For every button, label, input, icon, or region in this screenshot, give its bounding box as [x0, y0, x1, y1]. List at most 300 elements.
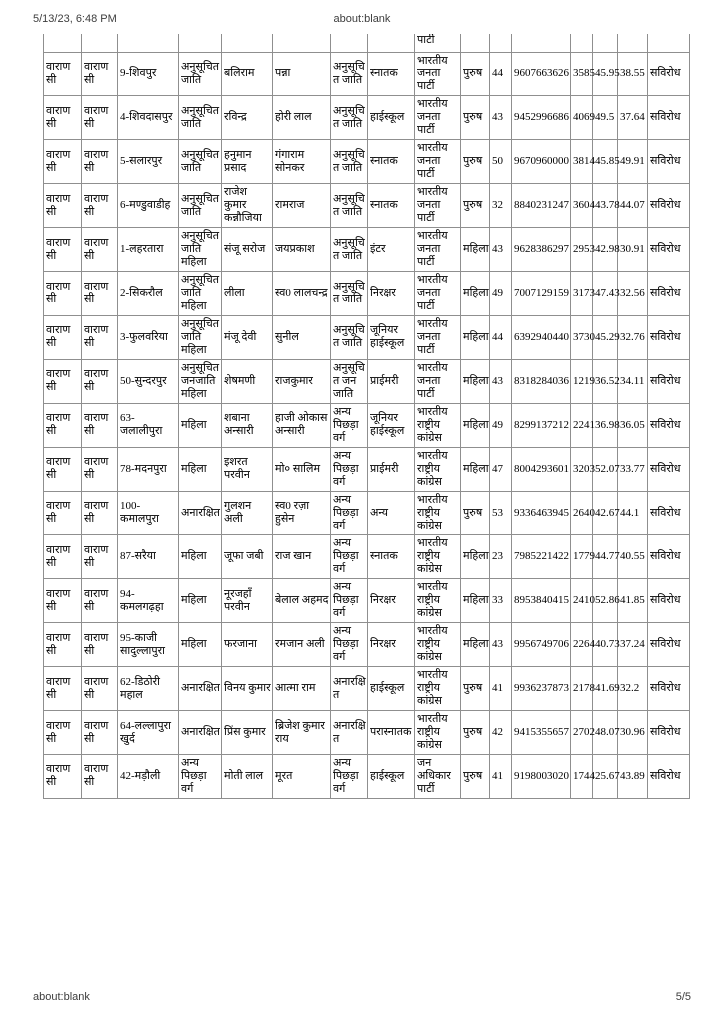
table-cell: ब्रिजेश कुमार राय — [273, 711, 331, 755]
table-cell: सविरोध — [648, 140, 690, 184]
table-cell: 43.89 — [618, 755, 648, 799]
table-cell: महिला — [461, 359, 490, 403]
table-cell: भारतीय जनता पार्टी — [415, 140, 461, 184]
table-cell: वाराणसी — [44, 623, 82, 667]
table-cell: अन्य पिछड़ा वर्ग — [331, 755, 368, 799]
table-cell: 44.77 — [593, 535, 618, 579]
table-cell: 5-सलारपुर — [118, 140, 179, 184]
table-cell: अनुसूचित जाति — [331, 315, 368, 359]
table-cell: स्व0 रज़ा हुसेन — [273, 491, 331, 535]
table-cell: वाराणसी — [82, 755, 118, 799]
table-cell: 2640 — [571, 491, 593, 535]
table-cell: अन्य पिछड़ा वर्ग — [331, 623, 368, 667]
table-cell: सविरोध — [648, 272, 690, 316]
table-cell: 2178 — [571, 667, 593, 711]
table-cell: महिला — [179, 579, 222, 623]
table-cell: 8318284036 — [512, 359, 571, 403]
table-cell: इंटर — [368, 228, 415, 272]
table-cell: पुरुष — [461, 491, 490, 535]
table-cell: भारतीय जनता पार्टी — [415, 96, 461, 140]
table-cell: 43 — [490, 359, 512, 403]
table-cell: 50 — [490, 140, 512, 184]
table-cell: भारतीय राष्ट्रीय कांग्रेस — [415, 711, 461, 755]
table-cell: राजेश कुमार कन्नौजिया — [222, 184, 273, 228]
table-cell: महिला — [461, 228, 490, 272]
table-cell: भारतीय राष्ट्रीय कांग्रेस — [415, 579, 461, 623]
table-cell: सविरोध — [648, 184, 690, 228]
footer-url: about:blank — [33, 991, 90, 1003]
table-cell: 44.1 — [618, 491, 648, 535]
table-cell: 33.77 — [618, 447, 648, 491]
table-cell: 3203 — [571, 447, 593, 491]
table-cell: 7985221422 — [512, 535, 571, 579]
table-cell: 40.55 — [618, 535, 648, 579]
table-cell — [118, 34, 179, 52]
table-cell: वाराणसी — [44, 228, 82, 272]
table-cell: वाराणसी — [44, 447, 82, 491]
table-cell: महिला — [179, 447, 222, 491]
table-cell: 9-शिवपुर — [118, 52, 179, 96]
table-cell: मोती लाल — [222, 755, 273, 799]
table-cell: निरक्षर — [368, 579, 415, 623]
table-row — [44, 667, 690, 711]
table-cell: अनुसूचित जाति — [331, 140, 368, 184]
table-cell: वाराणसी — [82, 623, 118, 667]
table-cell: वाराणसी — [44, 184, 82, 228]
table-cell: महिला — [461, 315, 490, 359]
table-cell — [331, 34, 368, 52]
table-row — [44, 272, 690, 316]
table-cell: अनारक्षित — [179, 491, 222, 535]
table-cell: पुरुष — [461, 184, 490, 228]
table-cell: सविरोध — [648, 403, 690, 447]
table-cell: अनुसूचित जाति — [331, 96, 368, 140]
footer-page-number: 5/5 — [675, 991, 691, 1003]
table-cell: महिला — [461, 579, 490, 623]
table-cell: सविरोध — [648, 667, 690, 711]
table-cell: 44 — [490, 315, 512, 359]
table-cell: फरजाना — [222, 623, 273, 667]
table-cell: जूफा जबी — [222, 535, 273, 579]
table-cell: वाराणसी — [44, 403, 82, 447]
table-cell: भारतीय राष्ट्रीय कांग्रेस — [415, 667, 461, 711]
table-cell: हाईस्कूल — [368, 667, 415, 711]
table-cell: 38.55 — [618, 52, 648, 96]
table-cell: 49 — [490, 272, 512, 316]
table-cell — [571, 34, 593, 52]
table-cell: 9336463945 — [512, 491, 571, 535]
table-cell: जन अधिकार पार्टी — [415, 755, 461, 799]
table-cell — [44, 34, 82, 52]
table-cell: 52.86 — [593, 579, 618, 623]
table-cell: 87-सरैया — [118, 535, 179, 579]
table-row — [44, 579, 690, 623]
table-cell: हाईस्कूल — [368, 96, 415, 140]
table-cell: पुरुष — [461, 52, 490, 96]
table-cell: वाराणसी — [44, 272, 82, 316]
table-cell — [368, 34, 415, 52]
table-cell: 1-लहरतारा — [118, 228, 179, 272]
table-cell: महिला — [461, 272, 490, 316]
table-cell: 45.95 — [593, 52, 618, 96]
table-cell: महिला — [461, 403, 490, 447]
table-cell: अनुसूचित जनजाति महिला — [179, 359, 222, 403]
table-cell: महिला — [461, 447, 490, 491]
table-cell: वाराणसी — [82, 228, 118, 272]
print-header — [0, 13, 724, 29]
table-cell: 7007129159 — [512, 272, 571, 316]
carryover-row — [44, 34, 690, 52]
table-cell: 2264 — [571, 623, 593, 667]
table-cell: आत्मा राम — [273, 667, 331, 711]
table-cell: सविरोध — [648, 491, 690, 535]
table-cell: 43 — [490, 623, 512, 667]
table-row — [44, 447, 690, 491]
table-cell: 36.52 — [593, 359, 618, 403]
table-cell: अनुसूचित जाति — [331, 272, 368, 316]
table-row — [44, 535, 690, 579]
table-cell: 9607663626 — [512, 52, 571, 96]
table-cell: अन्य — [368, 491, 415, 535]
table-cell: 9670960000 — [512, 140, 571, 184]
table-row — [44, 184, 690, 228]
table-cell: भारतीय जनता पार्टी — [415, 359, 461, 403]
table-cell: प्राईमरी — [368, 359, 415, 403]
table-cell: 36.98 — [593, 403, 618, 447]
table-row — [44, 623, 690, 667]
table-cell: सविरोध — [648, 52, 690, 96]
table-cell: 100-कमालपुरा — [118, 491, 179, 535]
table-cell: रविन्द्र — [222, 96, 273, 140]
print-title: about:blank — [333, 13, 391, 25]
table-cell — [461, 34, 490, 52]
table-cell: 40.73 — [593, 623, 618, 667]
table-cell: सविरोध — [648, 315, 690, 359]
table-cell: वाराणसी — [82, 315, 118, 359]
table-cell: वाराणसी — [44, 755, 82, 799]
table-row — [44, 315, 690, 359]
table-cell: 43 — [490, 228, 512, 272]
table-cell: सविरोध — [648, 228, 690, 272]
table-cell: सविरोध — [648, 755, 690, 799]
table-cell: जूनियर हाईस्कूल — [368, 315, 415, 359]
table-cell: वाराणसी — [82, 140, 118, 184]
table-cell: 49.91 — [618, 140, 648, 184]
table-cell: भारतीय राष्ट्रीय कांग्रेस — [415, 535, 461, 579]
table-cell: 43.78 — [593, 184, 618, 228]
table-cell — [179, 34, 222, 52]
table-cell: 3585 — [571, 52, 593, 96]
table-cell: स्नातक — [368, 184, 415, 228]
table-cell: 45.85 — [593, 140, 618, 184]
table-cell: अनारक्षित — [179, 667, 222, 711]
table-cell: सविरोध — [648, 359, 690, 403]
table-row — [44, 711, 690, 755]
table-cell: बेलाल अहमद — [273, 579, 331, 623]
table-cell: 9452996686 — [512, 96, 571, 140]
table-cell: भारतीय राष्ट्रीय कांग्रेस — [415, 447, 461, 491]
table-cell: 63-जलालीपुरा — [118, 403, 179, 447]
print-datetime: 5/13/23, 6:48 PM — [33, 13, 117, 25]
table-cell: सविरोध — [648, 96, 690, 140]
table-cell: वाराणसी — [44, 359, 82, 403]
table-cell: होरी लाल — [273, 96, 331, 140]
table-cell: वाराणसी — [44, 96, 82, 140]
table-cell: 4-शिवदासपुर — [118, 96, 179, 140]
table-cell: वाराणसी — [82, 711, 118, 755]
table-cell: 23 — [490, 535, 512, 579]
table-cell: महिला — [179, 535, 222, 579]
table-cell: 30.91 — [618, 228, 648, 272]
table-cell: 30.96 — [618, 711, 648, 755]
table-cell: प्रिंस कुमार — [222, 711, 273, 755]
table-cell: अन्य पिछड़ा वर्ग — [331, 491, 368, 535]
table-cell: वाराणसी — [82, 359, 118, 403]
table-cell: 33 — [490, 579, 512, 623]
table-cell: 8299137212 — [512, 403, 571, 447]
table-cell: परास्नातक — [368, 711, 415, 755]
table-cell: हाजी ओकास अन्सारी — [273, 403, 331, 447]
table-cell — [618, 34, 648, 52]
table-cell: पुरुष — [461, 140, 490, 184]
table-cell: 37.64 — [618, 96, 648, 140]
table-cell: वाराणसी — [82, 96, 118, 140]
table-cell: 41 — [490, 667, 512, 711]
table-cell: वाराणसी — [82, 491, 118, 535]
table-row — [44, 228, 690, 272]
table-cell: 52.07 — [593, 447, 618, 491]
table-cell: 6-मण्डुवाडीह — [118, 184, 179, 228]
table-cell: अनुसूचित जाति — [331, 184, 368, 228]
table-cell: सविरोध — [648, 447, 690, 491]
table-cell: 2953 — [571, 228, 593, 272]
table-cell: रामराज — [273, 184, 331, 228]
table-row — [44, 491, 690, 535]
table-cell: 9415355657 — [512, 711, 571, 755]
table-cell — [512, 34, 571, 52]
table-cell: हाईस्कूल — [368, 755, 415, 799]
table-cell: 49.5 — [593, 96, 618, 140]
table-cell: राजकुमार — [273, 359, 331, 403]
table-cell: 8840231247 — [512, 184, 571, 228]
table-cell: 3730 — [571, 315, 593, 359]
table-cell: अनुसूचित जाति — [179, 96, 222, 140]
table-cell: 62-डिठोरी महाल — [118, 667, 179, 711]
table-cell: अनुसूचित जाति — [331, 228, 368, 272]
table-cell — [593, 34, 618, 52]
table-cell: वाराणसी — [44, 315, 82, 359]
table-cell: वाराणसी — [82, 403, 118, 447]
table-cell: वाराणसी — [44, 579, 82, 623]
table-cell: स्नातक — [368, 140, 415, 184]
table-cell: शबाना अन्सारी — [222, 403, 273, 447]
table-row — [44, 96, 690, 140]
table-cell: मंजू देवी — [222, 315, 273, 359]
table-cell: वाराणसी — [44, 52, 82, 96]
table-cell: 42.98 — [593, 228, 618, 272]
table-cell: जूनियर हाईस्कूल — [368, 403, 415, 447]
table-cell: भारतीय जनता पार्टी — [415, 315, 461, 359]
table-cell: निरक्षर — [368, 272, 415, 316]
table-cell: 34.11 — [618, 359, 648, 403]
table-cell: अनुसूचित जाति महिला — [179, 272, 222, 316]
table-cell: 36.05 — [618, 403, 648, 447]
table-cell: वाराणसी — [82, 272, 118, 316]
table-cell: अनुसूचित जाति — [179, 184, 222, 228]
table-cell: वाराणसी — [44, 667, 82, 711]
table-cell: अनारक्षित — [179, 711, 222, 755]
table-cell: महिला — [461, 535, 490, 579]
table-cell: प्राईमरी — [368, 447, 415, 491]
table-row — [44, 755, 690, 799]
table-cell: सविरोध — [648, 711, 690, 755]
table-cell: नूरजहाँ परवीन — [222, 579, 273, 623]
table-cell: पुरुष — [461, 667, 490, 711]
table-cell: वाराणसी — [82, 52, 118, 96]
table-cell: रमजान अली — [273, 623, 331, 667]
table-cell: अनुसूचित जाति — [179, 52, 222, 96]
table-cell: 2-सिकरौल — [118, 272, 179, 316]
table-cell: 78-मदनपुरा — [118, 447, 179, 491]
table-cell — [82, 34, 118, 52]
table-cell — [222, 34, 273, 52]
table-cell: 32.2 — [618, 667, 648, 711]
table-cell: वाराणसी — [44, 140, 82, 184]
table-cell: वाराणसी — [82, 579, 118, 623]
table-row — [44, 52, 690, 96]
table-cell: 32.56 — [618, 272, 648, 316]
table-cell: हनुमान प्रसाद — [222, 140, 273, 184]
table-cell: वाराणसी — [82, 447, 118, 491]
table-cell: 1219 — [571, 359, 593, 403]
table-cell: 4069 — [571, 96, 593, 140]
table-cell: इशरत परवीन — [222, 447, 273, 491]
table-cell: स्नातक — [368, 52, 415, 96]
table-cell: अनुसूचित जन जाति — [331, 359, 368, 403]
table-body — [44, 34, 690, 798]
table-cell: लीला — [222, 272, 273, 316]
table-cell: वाराणसी — [44, 491, 82, 535]
table-cell: 9628386297 — [512, 228, 571, 272]
table-cell: अनुसूचित जाति महिला — [179, 228, 222, 272]
table-cell: 2410 — [571, 579, 593, 623]
table-cell: 45.29 — [593, 315, 618, 359]
table-cell — [490, 34, 512, 52]
table-cell: वाराणसी — [82, 535, 118, 579]
table-cell: भारतीय राष्ट्रीय कांग्रेस — [415, 491, 461, 535]
table-cell: 95-काजी सादुल्लापुरा — [118, 623, 179, 667]
table-cell: राज खान — [273, 535, 331, 579]
table-cell: शेषमणी — [222, 359, 273, 403]
table-cell: 44.07 — [618, 184, 648, 228]
table-cell: 1744 — [571, 755, 593, 799]
table-cell: संजू सरोज — [222, 228, 273, 272]
table-cell: महिला — [179, 623, 222, 667]
table-cell: गुलशन अली — [222, 491, 273, 535]
table-cell: 42.67 — [593, 491, 618, 535]
table-cell: अन्य पिछड़ा वर्ग — [179, 755, 222, 799]
table-cell — [273, 34, 331, 52]
table-cell: जयप्रकाश — [273, 228, 331, 272]
table-cell: 3604 — [571, 184, 593, 228]
table-cell: 42 — [490, 711, 512, 755]
table-cell: अन्य पिछड़ा वर्ग — [331, 447, 368, 491]
table-row — [44, 403, 690, 447]
table-cell: महिला — [179, 403, 222, 447]
table-cell: अन्य पिछड़ा वर्ग — [331, 403, 368, 447]
table-cell: वाराणसी — [82, 184, 118, 228]
table-cell: 50-सुन्दरपुर — [118, 359, 179, 403]
table-cell: वाराणसी — [44, 535, 82, 579]
table-cell: 2241 — [571, 403, 593, 447]
table-cell: 1779 — [571, 535, 593, 579]
table-cell: भारतीय जनता पार्टी — [415, 52, 461, 96]
table-cell: महिला — [461, 623, 490, 667]
table-cell: अनारक्षित — [331, 667, 368, 711]
table-cell: 94-कमलगढ़हा — [118, 579, 179, 623]
table-cell: 8953840415 — [512, 579, 571, 623]
table-cell: अनुसूचित जाति — [331, 52, 368, 96]
table-cell: भारतीय जनता पार्टी — [415, 184, 461, 228]
table-cell: 42-मड़ौली — [118, 755, 179, 799]
table-cell: पुरुष — [461, 96, 490, 140]
table-cell: 32.76 — [618, 315, 648, 359]
table-cell: 8004293601 — [512, 447, 571, 491]
table-cell — [648, 34, 690, 52]
table-cell: अनुसूचित जाति — [179, 140, 222, 184]
table-cell: मो० सालिम — [273, 447, 331, 491]
table-cell: वाराणसी — [82, 667, 118, 711]
table-cell: 41.69 — [593, 667, 618, 711]
table-cell: स्नातक — [368, 535, 415, 579]
table-cell: पुरुष — [461, 711, 490, 755]
table-cell: 37.24 — [618, 623, 648, 667]
table-cell: वाराणसी — [44, 711, 82, 755]
table-cell: सविरोध — [648, 623, 690, 667]
candidates-table — [43, 34, 690, 799]
table-cell: सविरोध — [648, 579, 690, 623]
table-cell: 3173 — [571, 272, 593, 316]
table-cell: अनुसूचित जाति महिला — [179, 315, 222, 359]
table-cell: विनय कुमार — [222, 667, 273, 711]
table-cell: पुरुष — [461, 755, 490, 799]
table-cell: सुनील — [273, 315, 331, 359]
table-cell: 43 — [490, 96, 512, 140]
table-cell: 9956749706 — [512, 623, 571, 667]
table-cell: भारतीय राष्ट्रीय कांग्रेस — [415, 623, 461, 667]
table-cell: भारतीय राष्ट्रीय कांग्रेस — [415, 403, 461, 447]
table-cell: 25.67 — [593, 755, 618, 799]
table-cell: अन्य पिछड़ा वर्ग — [331, 535, 368, 579]
table-cell: अनारक्षित — [331, 711, 368, 755]
table-cell: 2702 — [571, 711, 593, 755]
table-cell: अन्य पिछड़ा वर्ग — [331, 579, 368, 623]
table-cell: बलिराम — [222, 52, 273, 96]
table-cell: निरक्षर — [368, 623, 415, 667]
table-cell: 9936237873 — [512, 667, 571, 711]
table-row — [44, 140, 690, 184]
table-cell: 49 — [490, 403, 512, 447]
table-cell: 32 — [490, 184, 512, 228]
table-cell: 3-फुलवरिया — [118, 315, 179, 359]
table-cell: 9198003020 — [512, 755, 571, 799]
table-cell: 47 — [490, 447, 512, 491]
table-cell: 64-लल्लापुरा खुर्द — [118, 711, 179, 755]
table-cell: 3814 — [571, 140, 593, 184]
table-cell: मूरत — [273, 755, 331, 799]
table-cell: 44 — [490, 52, 512, 96]
table-cell: 47.43 — [593, 272, 618, 316]
